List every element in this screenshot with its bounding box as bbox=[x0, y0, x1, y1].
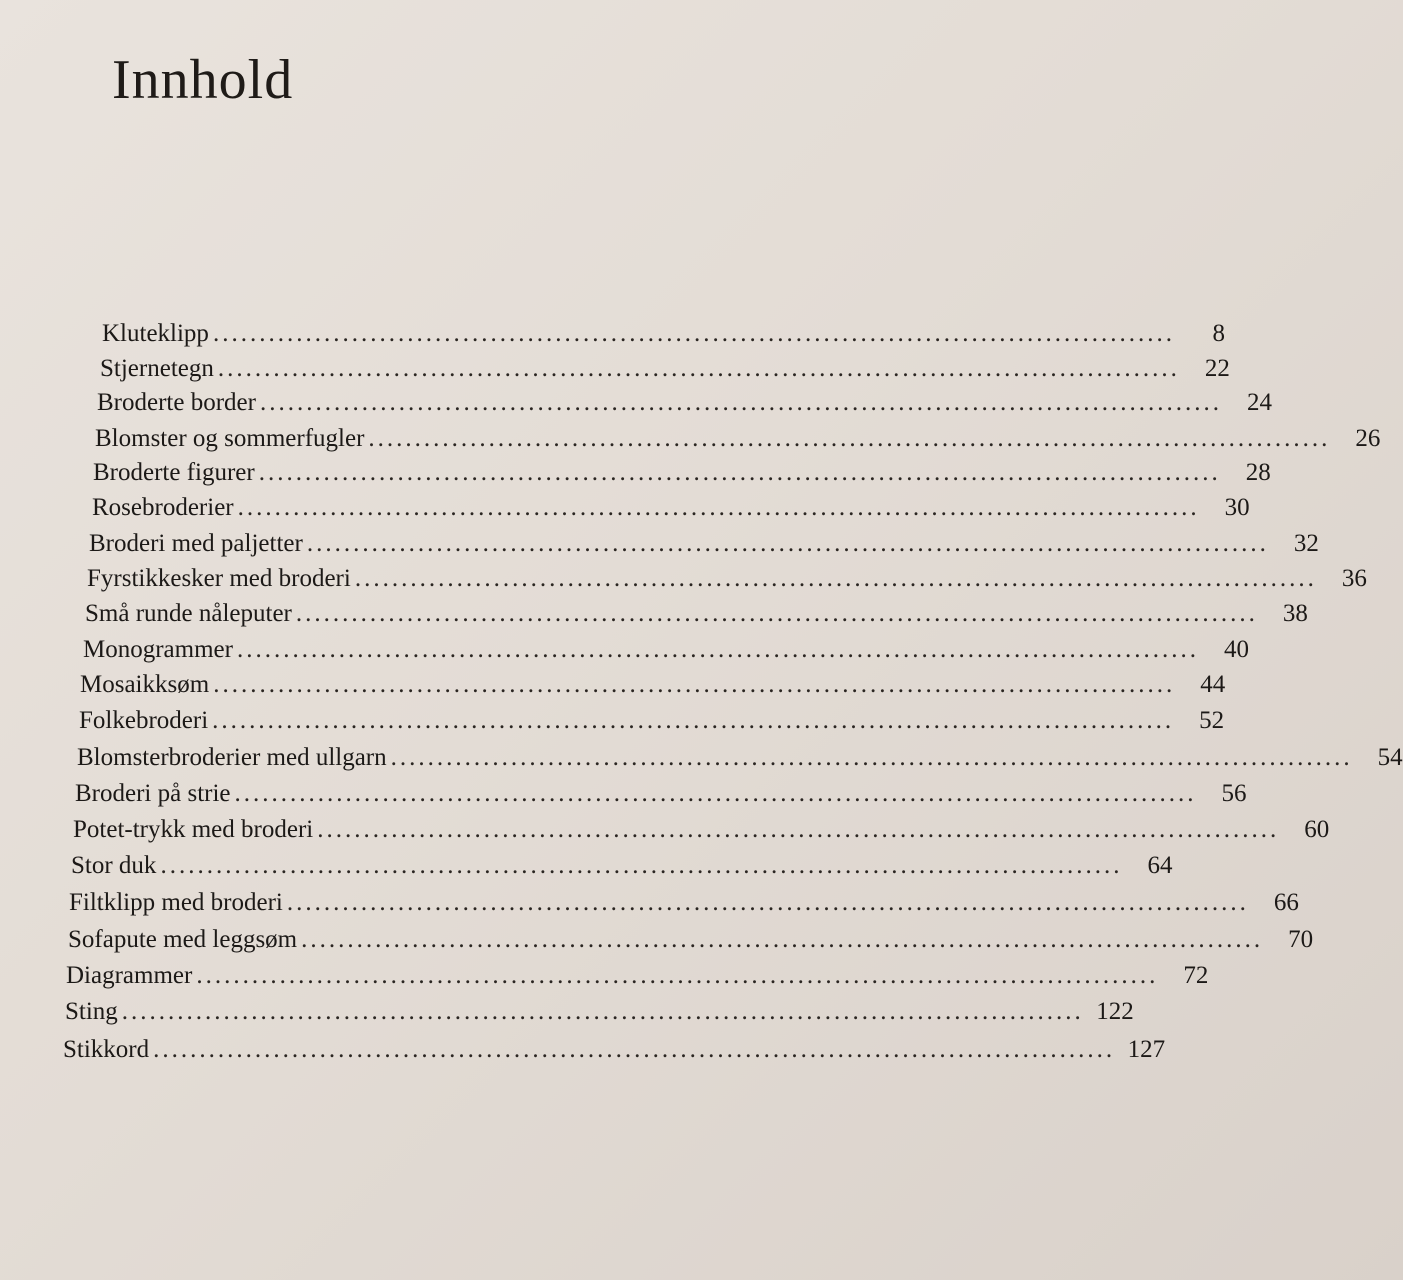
toc-entry-title: Blomsterbroderier med ullgarn bbox=[77, 744, 387, 771]
toc-entry-title: Diagrammer bbox=[66, 962, 193, 989]
toc-entry-title: Blomster og sommerfugler bbox=[95, 425, 365, 452]
toc-entry-title: Fyrstikkesker med broderi bbox=[87, 565, 351, 592]
toc-dot-leader: ........................................................................................................ bbox=[160, 852, 1123, 879]
toc-entry-page-number: 64 bbox=[1147, 852, 1173, 879]
toc-entry-page-number: 60 bbox=[1304, 816, 1330, 843]
toc-dot-leader: ........................................................................................................ bbox=[301, 926, 1264, 953]
toc-entry-page-number: 122 bbox=[1096, 998, 1134, 1025]
toc-entry-title: Stikkord bbox=[63, 1036, 150, 1063]
toc-entry-title: Broderi på strie bbox=[75, 780, 231, 807]
toc-entry-title: Kluteklipp bbox=[102, 320, 209, 347]
toc-entry-title: Sofapute med leggsøm bbox=[68, 926, 298, 953]
toc-entry bbox=[73, 812, 1330, 848]
toc-entry-page-number: 36 bbox=[1341, 565, 1367, 592]
toc-entry bbox=[68, 922, 1314, 958]
toc-entry-title: Filtklipp med broderi bbox=[69, 889, 283, 916]
toc-entry bbox=[102, 316, 1225, 352]
toc-entry bbox=[71, 848, 1173, 884]
toc-dot-leader: ........................................................................................................ bbox=[236, 636, 1199, 663]
toc-dot-leader: ........................................................................................................ bbox=[286, 889, 1249, 916]
toc-entry-page-number: 22 bbox=[1204, 355, 1230, 382]
toc-entry-page-number: 28 bbox=[1245, 459, 1271, 486]
toc-entry-title: Små runde nåleputer bbox=[85, 600, 292, 627]
toc-entry-title: Broderte figurer bbox=[93, 459, 255, 486]
toc-entry-page-number: 8 bbox=[1212, 320, 1225, 347]
toc-dot-leader: ........................................................................................................ bbox=[317, 816, 1280, 843]
toc-entry-page-number: 38 bbox=[1282, 600, 1308, 627]
toc-entry-page-number: 32 bbox=[1293, 530, 1319, 557]
toc-entry-title: Monogrammer bbox=[83, 636, 233, 663]
toc-dot-leader: ........................................................................................................ bbox=[306, 530, 1269, 557]
toc-dot-leader: ........................................................................................................ bbox=[153, 1036, 1116, 1063]
toc-entry-page-number: 44 bbox=[1200, 671, 1226, 698]
toc-entry-title: Stjernetegn bbox=[100, 355, 214, 382]
toc-entry-title: Stor duk bbox=[71, 852, 157, 879]
toc-entry bbox=[85, 596, 1308, 632]
toc-dot-leader: ........................................................................................................ bbox=[258, 459, 1221, 486]
toc-dot-leader: ........................................................................................................ bbox=[237, 494, 1200, 521]
toc-dot-leader: ........................................................................................................ bbox=[196, 962, 1159, 989]
toc-entry-title: Broderte border bbox=[97, 389, 256, 416]
toc-dot-leader: ........................................................................................................ bbox=[213, 671, 1176, 698]
toc-entry bbox=[66, 958, 1209, 994]
toc-entry-page-number: 66 bbox=[1273, 889, 1299, 916]
toc-entry-page-number: 72 bbox=[1183, 962, 1209, 989]
toc-entry bbox=[80, 667, 1226, 703]
toc-dot-leader: ........................................................................................................ bbox=[295, 600, 1258, 627]
toc-entry-page-number: 70 bbox=[1288, 926, 1314, 953]
toc-entry-title: Rosebroderier bbox=[92, 494, 234, 521]
toc-dot-leader: ........................................................................................................ bbox=[390, 744, 1353, 771]
toc-entry bbox=[65, 994, 1134, 1030]
toc-dot-leader: ........................................................................................................ bbox=[217, 355, 1180, 382]
toc-dot-leader: ........................................................................................................ bbox=[212, 707, 1175, 734]
toc-dot-leader: ........................................................................................................ bbox=[212, 320, 1175, 347]
toc-entry bbox=[75, 776, 1247, 812]
toc-entry bbox=[63, 1032, 1166, 1068]
toc-dot-leader: ........................................................................................................ bbox=[234, 780, 1197, 807]
toc-entry bbox=[89, 526, 1319, 562]
toc-entry-page-number: 56 bbox=[1221, 780, 1247, 807]
toc-entry-title: Potet-trykk med broderi bbox=[73, 816, 314, 843]
toc-dot-leader: ........................................................................................................ bbox=[368, 425, 1331, 452]
toc-entry-title: Mosaikksøm bbox=[80, 671, 210, 698]
toc-entry-page-number: 40 bbox=[1223, 636, 1249, 663]
toc-entry-page-number: 127 bbox=[1127, 1036, 1166, 1063]
toc-dot-leader: ........................................................................................................ bbox=[121, 998, 1084, 1025]
toc-dot-leader: ........................................................................................................ bbox=[259, 389, 1222, 416]
toc-entry bbox=[87, 561, 1367, 597]
toc-entry bbox=[97, 385, 1272, 421]
toc-entry bbox=[77, 740, 1403, 776]
toc-entry bbox=[93, 455, 1271, 491]
page-title: Innhold bbox=[112, 49, 294, 111]
toc-entry bbox=[83, 632, 1249, 668]
toc-entry bbox=[100, 351, 1230, 387]
toc-entry bbox=[79, 703, 1225, 739]
toc-entry-page-number: 24 bbox=[1246, 389, 1272, 416]
toc-entry bbox=[92, 490, 1250, 526]
toc-entry-title: Sting bbox=[65, 998, 118, 1025]
toc-dot-leader: ........................................................................................................ bbox=[354, 565, 1317, 592]
toc-entry bbox=[69, 885, 1299, 921]
toc-entry-page-number: 52 bbox=[1199, 707, 1225, 734]
toc-entry-page-number: 30 bbox=[1224, 494, 1250, 521]
toc-entry-page-number: 26 bbox=[1355, 425, 1381, 452]
toc-entry-page-number: 54 bbox=[1377, 744, 1403, 771]
toc-entry bbox=[95, 421, 1381, 457]
toc-entry-title: Folkebroderi bbox=[79, 707, 209, 734]
toc-entry-title: Broderi med paljetter bbox=[89, 530, 303, 557]
